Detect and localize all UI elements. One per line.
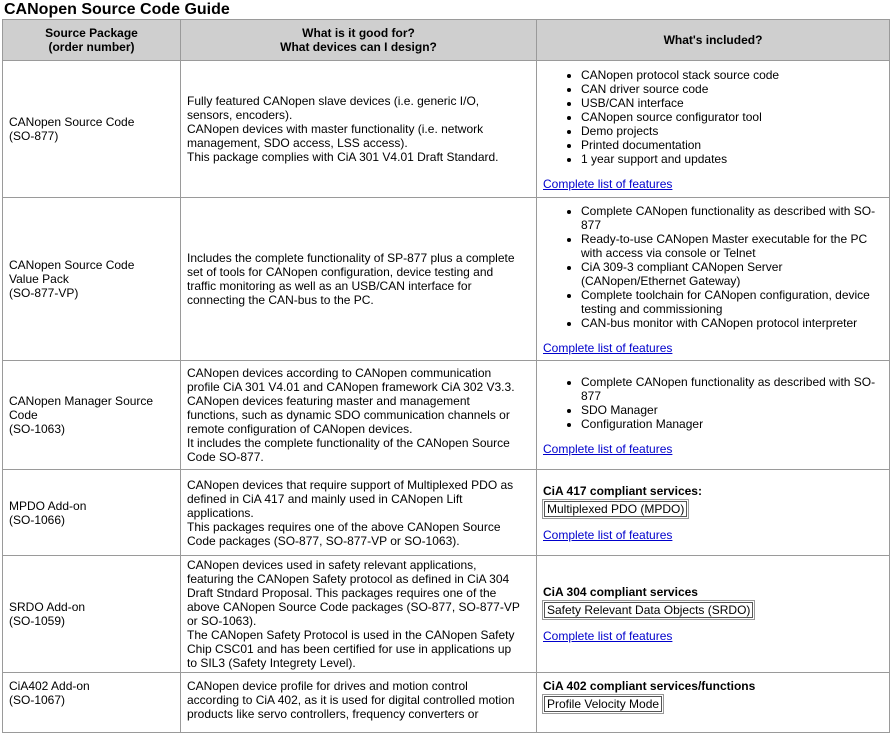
package-name: MPDO Add-on <box>9 498 87 513</box>
list-item: • CANopen source configurator tool <box>581 110 885 124</box>
package-name: SRDO Add-on <box>9 600 86 614</box>
description-cell <box>181 556 537 673</box>
services-heading: CiA 304 compliant services <box>543 585 698 599</box>
description-line: above CANopen Source Code packages (SO-877, SO-877-VP <box>187 600 520 614</box>
description-line: traffic monitoring as well as an USB/CAN interface for <box>187 279 472 293</box>
service-box: Profile Velocity Mode <box>544 696 662 712</box>
list-item: • CiA 309-3 compliant CANopen Server (CANopen/Ethernet Gateway) <box>581 260 885 288</box>
list-item: • USB/CAN interface <box>581 96 885 110</box>
package-order-number: (SO-1066) <box>9 512 66 527</box>
description-cell <box>181 61 537 198</box>
list-item: • SDO Manager <box>581 403 885 417</box>
complete-features-link[interactable]: Complete list of features <box>543 441 673 456</box>
service-box: Safety Relevant Data Objects (SRDO) <box>544 602 753 618</box>
description-line: set of tools for CANopen configuration, device testing and <box>187 265 494 279</box>
package-order-number: (SO-877) <box>9 129 59 143</box>
description-cell <box>181 673 537 733</box>
description-line: This packages requires one of the above CANopen Source <box>187 519 501 534</box>
table-row <box>3 61 890 198</box>
complete-features-link[interactable]: Complete list of features <box>543 527 673 542</box>
package-order-number: (SO-1067) <box>9 693 66 707</box>
package-order-number: (SO-1059) <box>9 614 66 628</box>
description-line: applications. <box>187 505 254 520</box>
header-label: Source Package <box>45 26 138 40</box>
description-line: CANopen devices featuring master and management <box>187 394 470 408</box>
package-order-number: (SO-877-VP) <box>9 286 79 300</box>
package-name: CANopen Source Code <box>9 115 135 129</box>
description-line: according to CiA 402, as it is used for digital controlled motion <box>187 693 515 707</box>
package-cell <box>3 470 181 556</box>
description-line: featuring the CANopen Safety protocol as defined in CiA 304 <box>187 572 510 586</box>
header-included <box>537 20 890 61</box>
description-line: functions, such as dynamic SDO communication channels or <box>187 408 510 422</box>
included-cell <box>537 470 890 556</box>
header-source-package <box>3 20 181 61</box>
description-cell <box>181 470 537 556</box>
description-line: to SIL3 (Safety Integrety Level). <box>187 656 356 670</box>
table-row <box>3 556 890 673</box>
package-name: CANopen Source Code <box>9 258 135 272</box>
list-item: • 1 year support and updates <box>581 152 885 166</box>
list-item: • CANopen protocol stack source code <box>581 68 885 82</box>
services-heading: CiA 417 compliant services: <box>543 483 702 498</box>
header-purpose <box>181 20 537 61</box>
description-line: remote configuration of CANopen devices. <box>187 422 413 436</box>
description-cell <box>181 361 537 470</box>
table-row <box>3 470 890 556</box>
description-line: Chip CSC01 and has been certified for use in applications up <box>187 642 512 656</box>
package-name: CANopen Manager Source <box>9 394 154 408</box>
description-line: CANopen devices with master functionality (i.e. network <box>187 122 484 136</box>
complete-features-link[interactable]: Complete list of features <box>543 340 673 355</box>
description-line: This package complies with CiA 301 V4.01 Draft Standard. <box>187 150 499 164</box>
list-item: • Complete CANopen functionality as described with SO-877 <box>581 204 885 232</box>
table-header-row <box>3 20 890 61</box>
services-heading: CiA 402 compliant services/functions <box>543 679 756 693</box>
package-name: CiA402 Add-on <box>9 679 90 693</box>
header-label: What is it good for? <box>302 26 415 40</box>
table-row <box>3 361 890 470</box>
list-item: • Ready-to-use CANopen Master executable for the PC with access via console or Telnet <box>581 232 885 260</box>
description-line: Draft Stndard Proposal. This packages requires one of the <box>187 586 497 600</box>
description-line: Code packages (SO-877, SO-877-VP or SO-1063). <box>187 533 460 548</box>
description-line: sensors, encoders). <box>187 108 293 122</box>
feature-list <box>543 204 885 330</box>
package-name: Code <box>9 408 38 422</box>
package-cell <box>3 198 181 361</box>
description-line: management, SDO access, LSS access). <box>187 136 408 150</box>
source-code-guide-table <box>2 19 890 733</box>
list-item: • CAN driver source code <box>581 82 885 96</box>
table-row <box>3 198 890 361</box>
header-label: What devices can I design? <box>280 40 437 54</box>
description-cell <box>181 198 537 361</box>
table-row <box>3 673 890 733</box>
package-cell <box>3 361 181 470</box>
description-line: CANopen devices used in safety relevant applications, <box>187 558 477 572</box>
included-cell <box>537 556 890 673</box>
included-cell <box>537 361 890 470</box>
description-line: Includes the complete functionality of SP-877 plus a complete <box>187 251 515 265</box>
description-line: CANopen devices that require support of Multiplexed PDO as <box>187 477 514 492</box>
list-item: • Demo projects <box>581 124 885 138</box>
package-cell <box>3 556 181 673</box>
complete-features-link[interactable]: Complete list of features <box>543 629 673 643</box>
list-item: • CAN-bus monitor with CANopen protocol interpreter <box>581 316 885 330</box>
description-line: Code SO-877. <box>187 450 264 464</box>
list-item: • Configuration Manager <box>581 417 885 431</box>
included-cell <box>537 61 890 198</box>
description-line: or SO-1063). <box>187 614 257 628</box>
list-item: • Printed documentation <box>581 138 885 152</box>
description-line: connecting the CAN-bus to the PC. <box>187 293 374 307</box>
feature-list <box>543 375 885 431</box>
description-line: CANopen devices according to CANopen communication <box>187 366 492 380</box>
description-line: products like servo controllers, frequency converters or <box>187 707 479 721</box>
package-name: Value Pack <box>9 272 69 286</box>
service-box: Multiplexed PDO (MPDO) <box>544 501 687 517</box>
package-cell <box>3 61 181 198</box>
included-cell <box>537 673 890 733</box>
feature-list <box>543 68 885 166</box>
description-line: profile CiA 301 V4.01 and CANopen framework CiA 302 V3.3. <box>187 380 515 394</box>
description-line: Fully featured CANopen slave devices (i.e. generic I/O, <box>187 94 480 108</box>
package-cell <box>3 673 181 733</box>
description-line: It includes the complete functionality of the CANopen Source <box>187 436 510 450</box>
description-line: CANopen device profile for drives and motion control <box>187 679 468 693</box>
page-title: CANopen Source Code Guide <box>4 1 230 18</box>
header-label: (order number) <box>48 40 135 54</box>
list-item: • Complete toolchain for CANopen configuration, device testing and commissioning <box>581 288 885 316</box>
description-line: The CANopen Safety Protocol is used in the CANopen Safety <box>187 628 515 642</box>
list-item: • Complete CANopen functionality as described with SO-877 <box>581 375 885 403</box>
header-label: What's included? <box>663 33 763 47</box>
complete-features-link[interactable]: Complete list of features <box>543 176 673 191</box>
included-cell <box>537 198 890 361</box>
package-order-number: (SO-1063) <box>9 422 66 436</box>
description-line: defined in CiA 417 and mainly used in CANopen Lift <box>187 491 463 506</box>
